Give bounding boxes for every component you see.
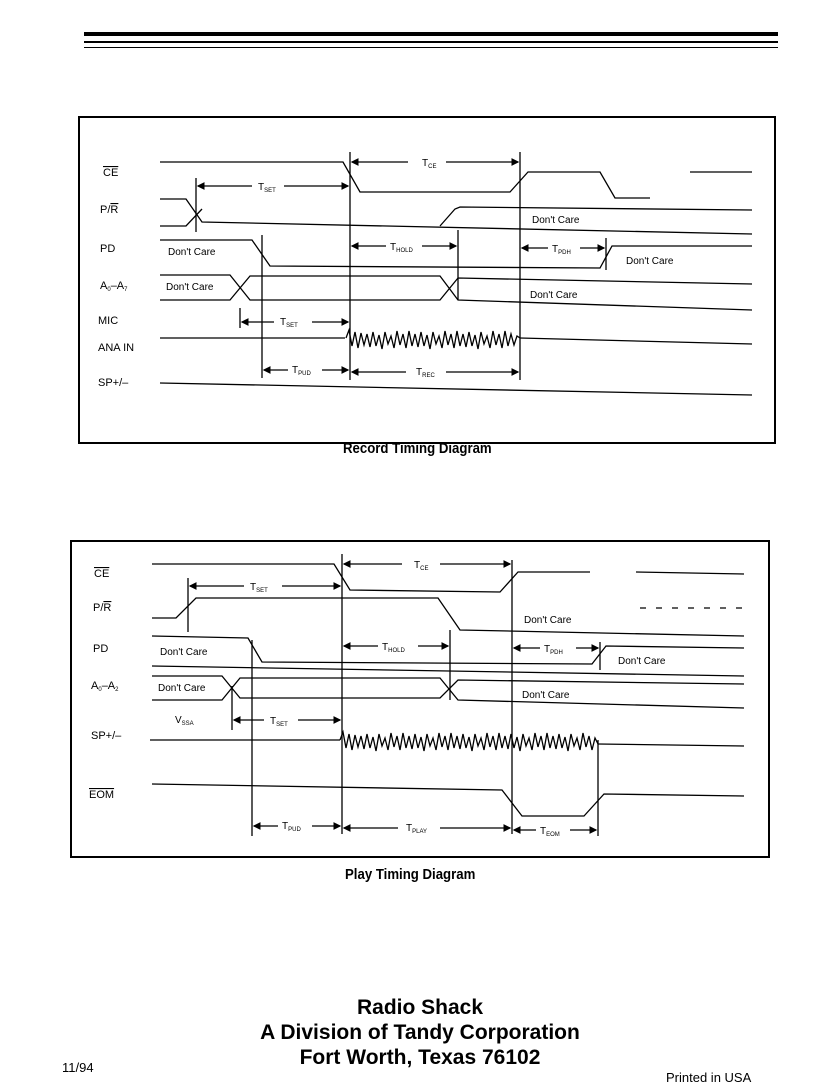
rec-dontcare-addr1: Don't Care xyxy=(166,282,214,293)
footer-line-1: Radio Shack xyxy=(356,996,484,1019)
rec-dontcare-addr2: Don't Care xyxy=(530,290,578,301)
play-tset-1: $T_{SET}$ xyxy=(250,582,268,594)
rec-dontcare-pd1: Don't Care xyxy=(168,247,216,258)
rec-sig-sp: SP+/– xyxy=(98,377,129,389)
rec-tce: $T_{CE}$ xyxy=(422,158,437,170)
footer-date: 11/94 xyxy=(62,1060,94,1075)
play-vssa: $V_{SSA}$ xyxy=(175,715,194,727)
play-thold: $T_{HOLD}$ xyxy=(382,642,405,654)
play-tpud: $T_{PUD}$ xyxy=(282,821,301,833)
rec-sig-pd: PD xyxy=(100,243,116,255)
play-sp-noise xyxy=(340,732,598,751)
rec-tset-1: $T_{SET}$ xyxy=(258,182,276,194)
play-tplay: $T_{PLAY}$ xyxy=(406,823,428,835)
play-pr-wave xyxy=(152,598,744,636)
play-sig-pd: PD xyxy=(93,643,109,655)
play-teom: $T_{EOM}$ xyxy=(540,826,560,838)
rec-trec: $T_{REC}$ xyxy=(416,367,435,379)
play-dontcare-addr2: Don't Care xyxy=(522,690,570,701)
rec-sig-pr: P/R xyxy=(100,204,119,216)
play-sig-ce: CE xyxy=(94,568,110,580)
footer-line-3: Fort Worth, Texas 76102 xyxy=(299,1046,541,1069)
rec-sig-addr: A0–A7 xyxy=(100,280,128,293)
play-eom-wave xyxy=(152,784,744,816)
play-sig-eom: EOM xyxy=(89,789,115,801)
play-dontcare-pd1: Don't Care xyxy=(160,647,208,658)
rec-sig-mic: MIC xyxy=(98,315,119,327)
play-dontcare-pr: Don't Care xyxy=(524,615,572,626)
rec-tpud: $T_{PUD}$ xyxy=(292,365,311,377)
play-tpdh: $T_{PDH}$ xyxy=(544,644,563,656)
record-caption: Record Timing Diagram xyxy=(343,440,492,457)
rec-sig-ana: ANA IN xyxy=(98,342,135,354)
rec-dontcare-pr: Don't Care xyxy=(532,215,580,226)
footer-printed: Printed in USA xyxy=(666,1070,752,1085)
play-sig-addr: A0–A2 xyxy=(91,680,119,693)
play-caption: Play Timing Diagram xyxy=(345,866,476,883)
rec-dontcare-pd2: Don't Care xyxy=(626,256,674,267)
rec-tpdh: $T_{PDH}$ xyxy=(552,244,571,256)
play-dontcare-addr1: Don't Care xyxy=(158,683,206,694)
rec-sig-ce: CE xyxy=(103,167,119,179)
rec-thold: $T_{HOLD}$ xyxy=(390,242,413,254)
play-tset-2: $T_{SET}$ xyxy=(270,716,288,728)
footer-line-2: A Division of Tandy Corporation xyxy=(260,1021,580,1044)
play-tce: $T_{CE}$ xyxy=(414,560,429,572)
play-dontcare-pd2: Don't Care xyxy=(618,656,666,667)
rec-tset-2: $T_{SET}$ xyxy=(280,317,298,329)
play-sig-pr: P/R xyxy=(93,602,112,614)
play-sig-sp: SP+/– xyxy=(91,730,122,742)
play-ce-wave xyxy=(152,564,590,592)
